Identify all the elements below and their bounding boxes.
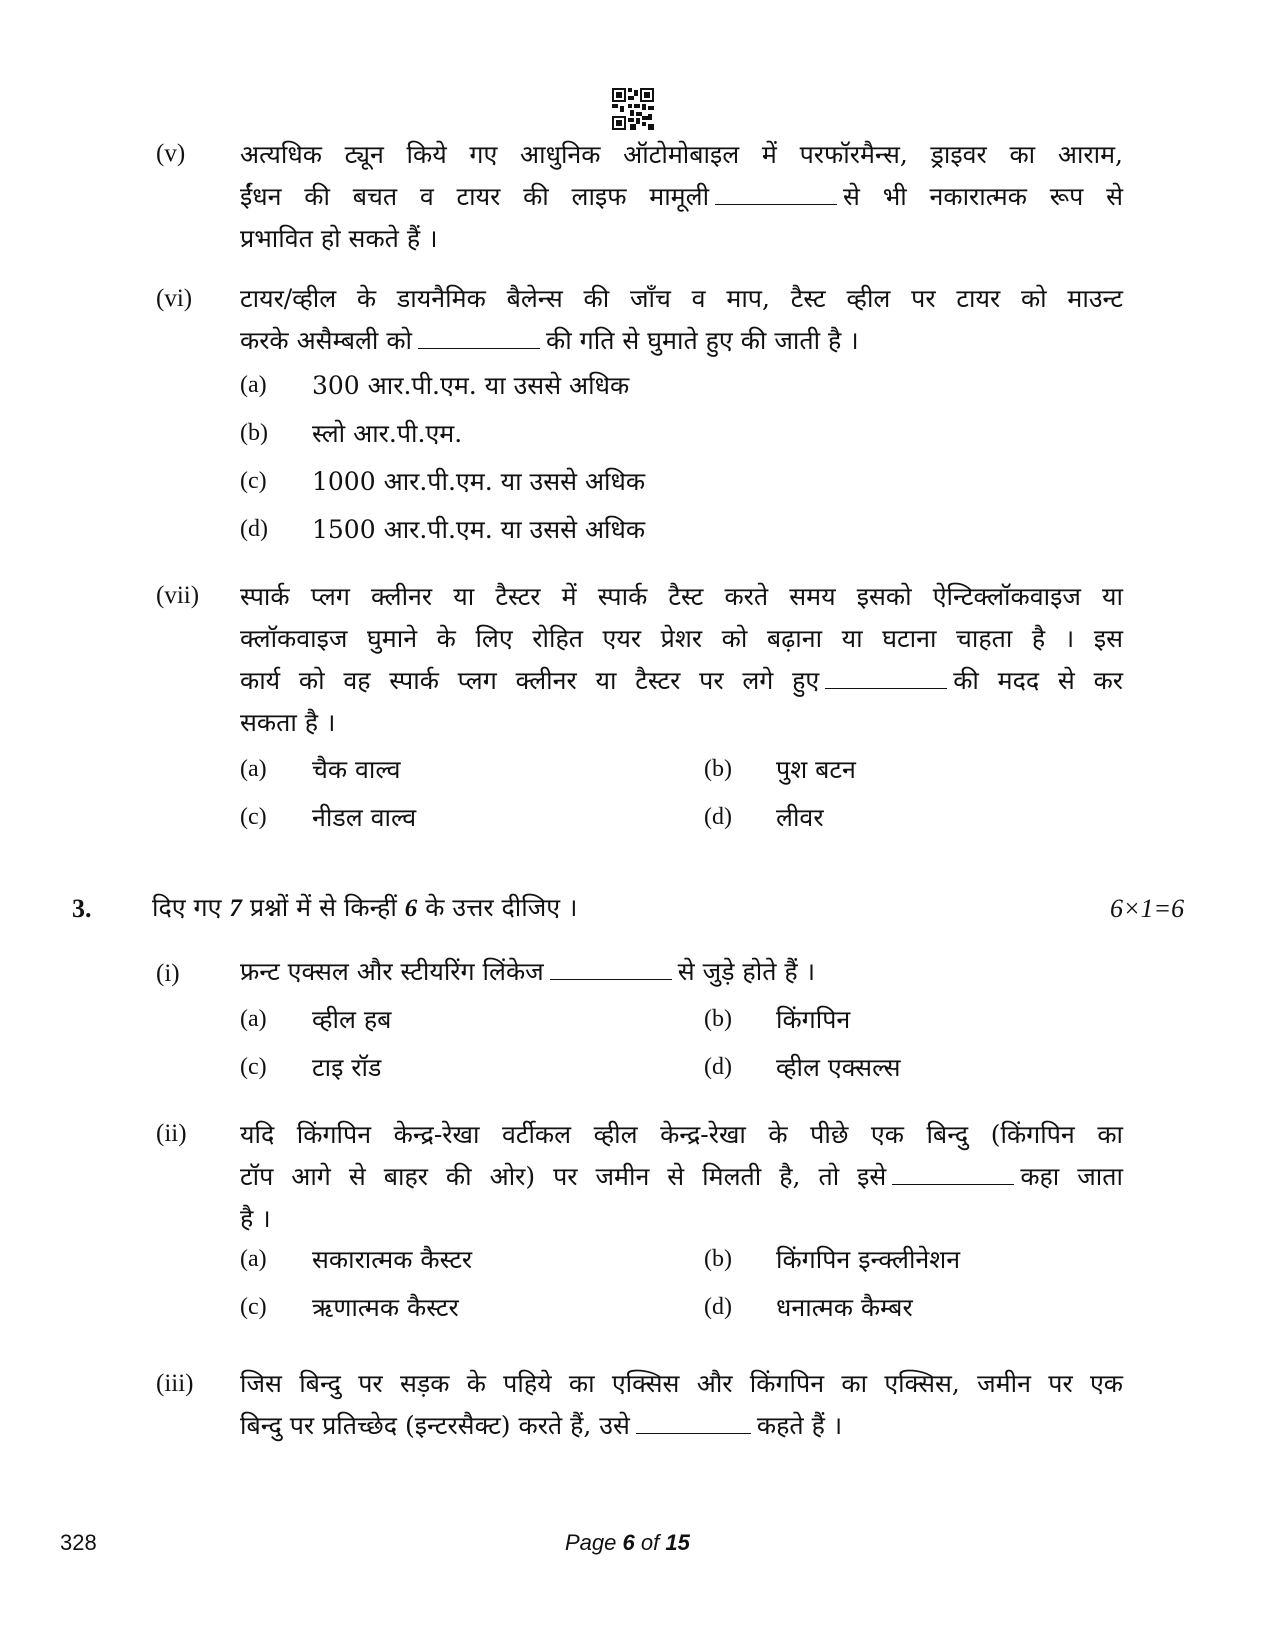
text-line: प्रभावित हो सकते हैं । [240,224,438,253]
question-number: (iii) [156,1370,194,1397]
question-text [240,576,1123,744]
option-label: (a) [240,1006,267,1032]
text-line: अत्यधिक ट्यून किये गए आधुनिक ऑटोमोबाइल में परफॉरमैन्स, ड्राइवर का आराम, [240,140,1123,169]
text-line: यदि किंगपिन केन्द्र-रेखा वर्टीकल व्हील केन्द्र-रेखा के पीछे एक बिन्दु (किंगपिन का [240,1120,1123,1149]
text-line: करके असैम्बली को की गति से घुमाते हुए की जाती है । [240,326,859,355]
option-text: टाइ रॉड [312,1053,382,1082]
option-text: धनात्मक कैम्बर [776,1293,913,1322]
option-label: (d) [704,1294,732,1320]
option-label: (b) [704,1246,732,1272]
option-label: (b) [704,1006,732,1032]
option-text: 1500 आर.पी.एम. या उससे अधिक [312,515,646,544]
option-label: (b) [240,420,268,446]
option-label: (c) [240,804,267,830]
question-text [240,1114,1123,1240]
question-number: (vi) [156,285,193,312]
option-label: (a) [240,1246,267,1272]
option-label: (a) [240,756,267,782]
option-text: सकारात्मक कैस्टर [312,1245,473,1274]
question-number: (vii) [156,582,200,609]
answer-blank [892,1162,1014,1185]
text-line: ईंधन की बचत व टायर की लाइफ मामूली से भी नकारात्मक रूप से [240,182,1123,211]
option-text: 300 आर.पी.एम. या उससे अधिक [312,371,630,400]
answer-blank [715,182,837,205]
option-label: (d) [240,516,268,542]
option-label: (d) [704,1054,732,1080]
question-text [240,1363,1123,1447]
option-text: किंगपिन इन्क्लीनेशन [776,1245,961,1274]
option-label: (c) [240,1294,267,1320]
option-text: स्लो आर.पी.एम. [312,419,463,448]
answer-blank [550,957,672,980]
paper-code: 328 [60,1530,97,1555]
option-text: लीवर [776,803,824,832]
text-line: सकता है । [240,708,336,737]
text-line: बिन्दु पर प्रतिच्छेद (इन्टरसैक्ट) करते हैं, उसे कहते हैं । [240,1411,843,1440]
option-label: (d) [704,804,732,830]
question-number: (i) [156,960,180,987]
option-text: व्हील एक्सल्स [776,1053,901,1082]
option-text: व्हील हब [312,1005,392,1034]
option-text: चैक वाल्व [312,755,401,784]
answer-blank [825,666,947,689]
text-line: स्पार्क प्लग क्लीनर या टैस्टर में स्पार्क टैस्ट करते समय इसको ऐन्टिक्लॉकवाइज या [240,582,1123,611]
question-number: 3. [72,894,92,923]
page-number: Page 6 of 15 [565,1530,690,1555]
option-text: किंगपिन [776,1005,851,1034]
text-line: क्लॉकवाइज घुमाने के लिए रोहित एयर प्रेशर को बढ़ाना या घटाना चाहता है । इस [240,624,1123,653]
question-number: (v) [156,140,186,167]
option-text: ऋणात्मक कैस्टर [312,1293,459,1322]
text-line: टॉप आगे से बाहर की ओर) पर जमीन से मिलती है, तो इसे कहा जाता [240,1162,1123,1191]
answer-blank [418,326,540,349]
qr-code-icon [612,88,654,130]
marks-label: 6×1=6 [1110,894,1185,923]
question-number: (ii) [156,1120,187,1147]
question-text [240,278,1123,362]
question-text [240,134,1123,260]
answer-blank [636,1411,751,1434]
option-label: (b) [704,756,732,782]
section-instruction: दिए गए 7 प्रश्नों में से किन्हीं 6 के उत्तर दीजिए । [152,893,578,922]
option-text: नीडल वाल्व [312,803,417,832]
question-text: फ्रन्ट एक्सल और स्टीयरिंग लिंकेज से जुड़े होते हैं । [240,957,816,986]
text-line: जिस बिन्दु पर सड़क के पहिये का एक्सिस और किंगपिन का एक्सिस, जमीन पर एक [240,1369,1123,1398]
text-line: है । [240,1204,271,1233]
option-label: (c) [240,1054,267,1080]
text-line: कार्य को वह स्पार्क प्लग क्लीनर या टैस्टर पर लगे हुए की मदद से कर [240,666,1123,695]
option-label: (a) [240,372,267,398]
option-label: (c) [240,468,267,494]
option-text: पुश बटन [776,755,856,784]
option-text: 1000 आर.पी.एम. या उससे अधिक [312,467,646,496]
text-line: टायर/व्हील के डायनैमिक बैलेन्स की जाँच व माप, टैस्ट व्हील पर टायर को माउन्ट [240,284,1123,313]
